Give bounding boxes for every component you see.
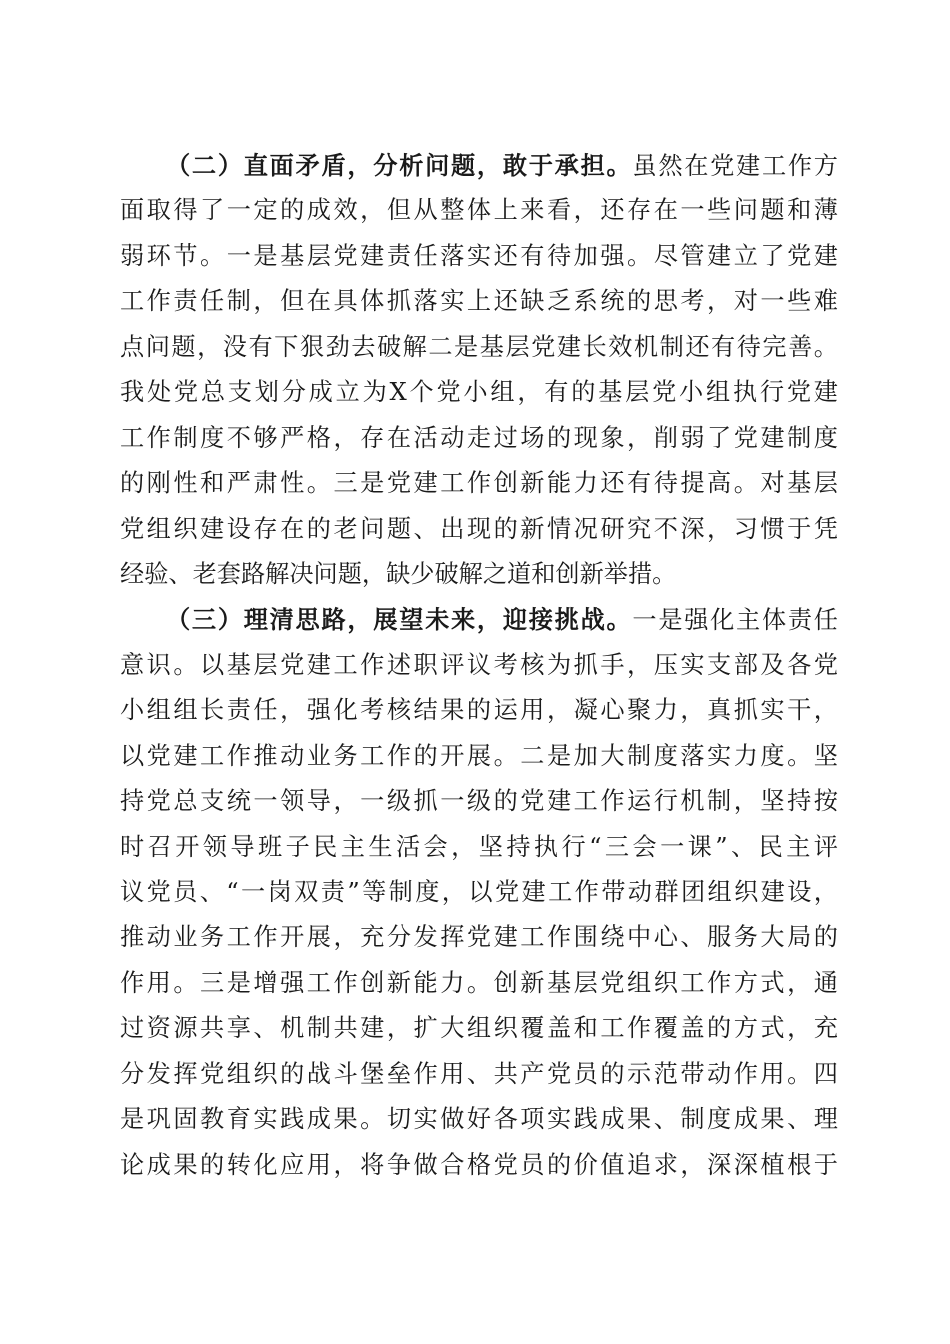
paragraph-line: 以党建工作推动业务工作的开展。二是加大制度落实力度。坚 [120,741,838,770]
paragraph-line: 议党员、“一岗双责”等制度，以党建工作带动群团组织建设， [120,878,838,906]
paragraph-line: 时召开领导班子民主生活会，坚持执行“三会一课”、民主评 [120,832,838,861]
paragraph-line: 过资源共享、机制共建，扩大组织覆盖和工作覆盖的方式，充 [120,1014,838,1043]
paragraph-line: 作用。三是增强工作创新能力。创新基层党组织工作方式，通 [120,968,838,997]
paragraph-line: 工作责任制，但在具体抓落实上还缺乏系统的思考，对一些难 [120,287,838,316]
document-body [120,143,838,1188]
paragraph-line: 推动业务工作开展，充分发挥党建工作围绕中心、服务大局的 [120,923,838,952]
paragraph-text: 虽然在党建工作方 [632,152,838,180]
paragraph-text: 一是强化主体责任 [632,606,838,635]
paragraph-line: 点问题，没有下狠劲去破解二是基层党建长效机制还有待完善。 [120,332,838,361]
paragraph-line: 弱环节。一是基层党建责任落实还有待加强。尽管建立了党建 [120,241,838,270]
paragraph-line: 面取得了一定的成效，但从整体上来看，还存在一些问题和薄 [120,196,838,225]
section-heading: （三）理清思路，展望未来，迎接挑战。 [166,605,633,635]
paragraph-line [120,143,838,188]
paragraph-line: 是巩固教育实践成果。切实做好各项实践成果、制度成果、理 [120,1105,838,1134]
paragraph-line: 工作制度不够严格，存在活动走过场的现象，削弱了党建制度 [120,423,838,452]
section-heading: （二）直面矛盾，分析问题，敢于承担。 [166,151,633,180]
paragraph-line: 的刚性和严肃性。三是党建工作创新能力还有待提高。对基层 [120,469,838,498]
paragraph-line: 分发挥党组织的战斗堡垒作用、共产党员的示范带动作用。四 [120,1059,838,1088]
paragraph-line: 我处党总支划分成立为X个党小组，有的基层党小组执行党建 [120,378,838,407]
paragraph-line: 论成果的转化应用，将争做合格党员的价值追求，深深植根于 [120,1150,838,1179]
paragraph-line: 意识。以基层党建工作述职评议考核为抓手，压实支部及各党 [120,650,838,679]
paragraph-line: 党组织建设存在的老问题、出现的新情况研究不深，习惯于凭 [120,514,838,543]
paragraph-line: 小组组长责任，强化考核结果的运用，凝心聚力，真抓实干， [120,696,838,725]
paragraph-line [120,597,838,642]
paragraph-line: 经验、老套路解决问题，缺少破解之道和创新举措。 [120,559,677,588]
paragraph-line: 持党总支统一领导，一级抓一级的党建工作运行机制，坚持按 [120,787,838,816]
